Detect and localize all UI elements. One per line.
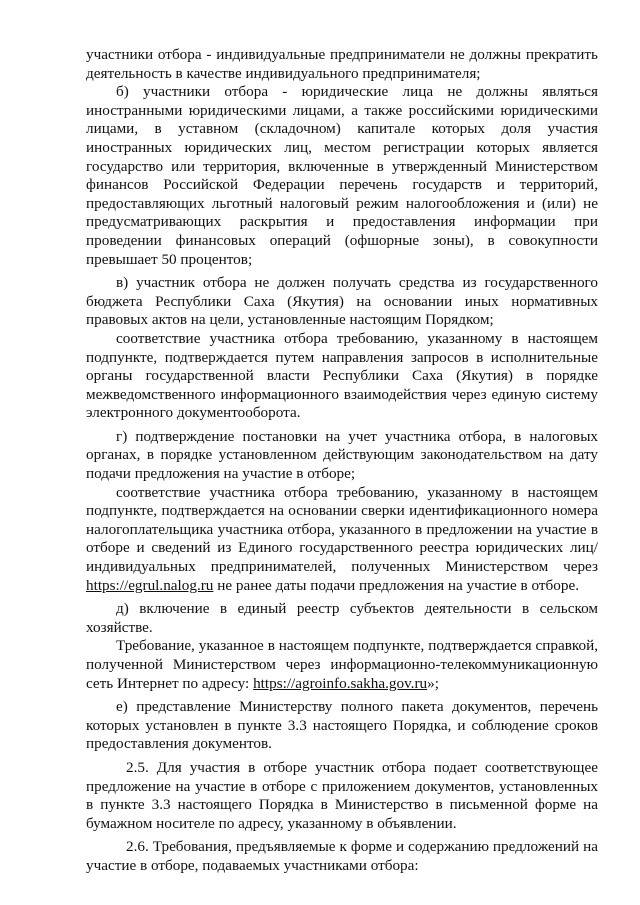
paragraph-2-6: 2.6. Требования, предъявляемые к форме и содержанию предложений на участие в отборе, подаваемых участниками отбора:: [86, 838, 598, 874]
egrul-link[interactable]: https://egrul.nalog.ru: [86, 576, 214, 594]
paragraph-entrepreneur-activity: участники отбора - индивидуальные предприниматели не должны прекратить деятельность в качестве индивидуального предпринимателя;: [86, 46, 598, 82]
paragraph-d-requirement-text: Требование, указанное в настоящем подпункте, подтверждается справкой, полученной Министерством через информационно-телекоммуникационную сеть Интернет по адресу:: [86, 637, 598, 692]
paragraph-v-compliance: соответствие участника отбора требованию, указанному в настоящем подпункте, подтверждается путем направления запросов в исполнительные органы государственной власти Республики Саха (Якутия) в порядке межведомственного информационного взаимодействия через единую систему электронного документооборота.: [86, 329, 598, 422]
paragraph-g-compliance-text: соответствие участника отбора требованию, указанному в настоящем подпункте, подтверждается на основании сверки идентификационного номера налогоплательщика участника отбора, указанного в предложении на участие в отборе и сведений из Единого государственного реестра юридических лиц/индивидуальных предпринимателей, полученных Министерством через: [86, 483, 598, 576]
paragraph-d-requirement: [86, 637, 598, 693]
document-page: [86, 46, 598, 876]
paragraph-b-foreign-entities: б) участники отбора - юридические лица не должны являться иностранными юридическими лицами, а также российскими юридическими лицами, в уставном (складочном) капитале которых доля участия иностранных юридических лиц, местом регистрации которых является государство или территория, включенные в утвержденный Министерством финансов Российской Федерации перечень государств и территорий, предоставляющих льготный налоговый режим налогообложения и (или) не предусматривающих раскрытия и предоставления информации при проведении финансовых операций (офшорные зоны), в совокупности превышает 50 процентов;: [86, 83, 598, 268]
paragraph-v-budget-funds: в) участник отбора не должен получать средства из государственного бюджета Республики Саха (Якутия) на основании иных нормативных правовых актов на цели, установленные настоящим Порядком;: [86, 274, 598, 329]
paragraph-g-compliance: [86, 484, 598, 596]
paragraph-d-requirement-tail: »;: [427, 674, 439, 692]
paragraph-d-registry: д) включение в единый реестр субъектов деятельности в сельском хозяйстве.: [86, 600, 598, 636]
paragraph-2-5: 2.5. Для участия в отборе участник отбора подает соответствующее предложение на участие в отборе с приложением документов, установленных в пункте 3.3 настоящего Порядка в Министерство в письменной форме на бумажном носителе по адресу, указанному в объявлении.: [86, 758, 598, 832]
paragraph-g-tax-registration: г) подтверждение постановки на учет участника отбора, в налоговых органах, в порядке установленном действующим законодательством на дату подачи предложения на участие в отборе;: [86, 427, 598, 483]
agroinfo-link[interactable]: https://agroinfo.sakha.gov.ru: [253, 674, 428, 692]
paragraph-e-documents: е) представление Министерству полного пакета документов, перечень которых установлен в пункте 3.3 настоящего Порядка, и соблюдение сроков предоставления документов.: [86, 698, 598, 753]
paragraph-g-compliance-tail: не ранее даты подачи предложения на участие в отборе.: [213, 576, 580, 594]
